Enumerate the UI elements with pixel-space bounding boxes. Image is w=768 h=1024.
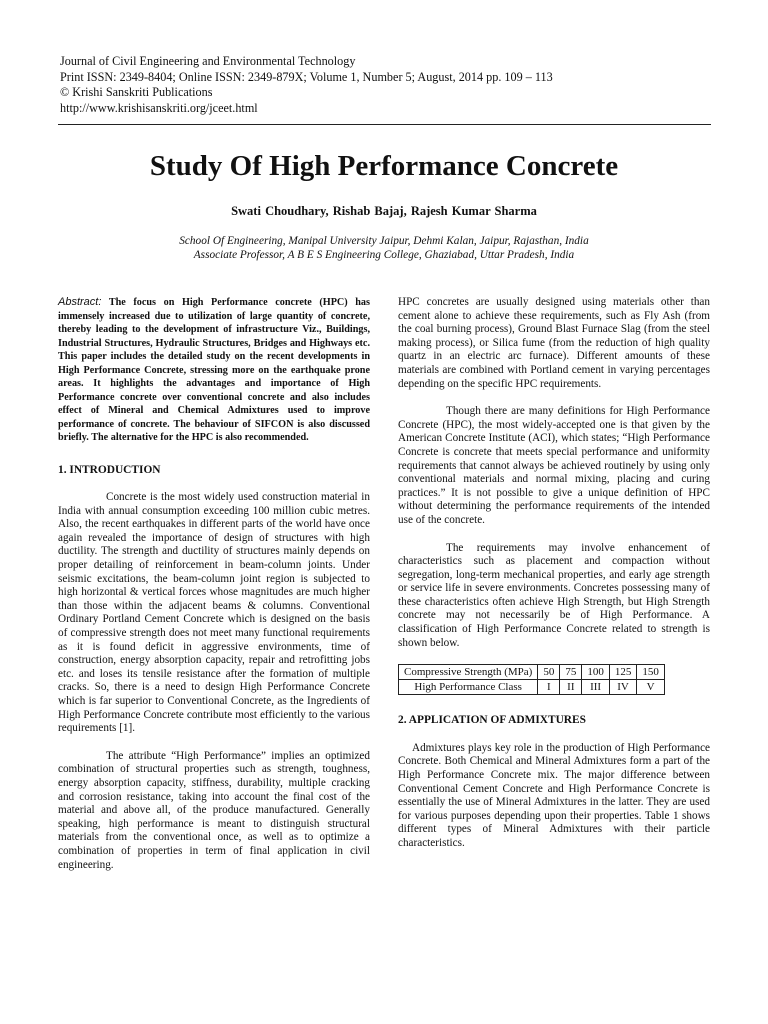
table-row xyxy=(399,680,665,695)
journal-url[interactable]: http://www.krishisanskriti.org/jceet.html xyxy=(60,100,258,115)
paper-title: Study Of High Performance Concrete xyxy=(149,150,619,182)
journal-header xyxy=(60,54,710,116)
left-column xyxy=(58,296,370,872)
table-cell: 75 xyxy=(560,665,582,680)
section-1-heading: 1. INTRODUCTION xyxy=(58,463,161,476)
intro-paragraph-4: Though there are many definitions for High Performance Concrete (HPC), the most widely-accepted one is that given by the American Concrete Institute (ACI), which states; “High Performance Concrete is concrete that meets special performance and uniformity requirements that cannot always be achieved routinely by using only conventional materials and normal mixing, placing and curing practices.” It is not possible to give a unique definition of HPC without determining the performance requirements of the intended use of the concrete. xyxy=(398,405,710,526)
intro-paragraph-2: The attribute “High Performance” implies an optimized combination of structural properties such as strength, toughness, energy absorption capacity, stiffness, durability, multiple cracking and corrosion resistance, taking into account the final cost of the material and above all, of the produce manufactured. Generally speaking, high performance is meant to distinguish structural materials from the conventional once, as well as to optimize a combination of properties in term of final application in civil engineering. xyxy=(58,749,370,871)
table-cell: II xyxy=(560,680,582,695)
table-cell: 150 xyxy=(637,665,665,680)
intro-paragraph-5: The requirements may involve enhancement of characteristics such as placement and compaction without segregation, long-term mechanical properties, and early age strength or service life in severe environments. Concretes possessing many of these characteristics often achieve High Strength, but High Strength concrete may not necessarily be of High Performance. A classification of High Performance Concrete related to strength is shown below. xyxy=(398,541,710,649)
abstract-text: The focus on High Performance concrete (HPC) has immensely increased due to utilization of large quantity of concrete, thereby leading to the development of infrastructure Viz., Buildings, Industrial Structures, Hydraulic Structures, Bridges and Highways etc. This paper includes the detailed study on the recent developments in High Performance Concrete, stressing more on the earthquake prone areas. It highlights the advantages and importance of High Performance concrete over conventional concrete and also includes effect of Mineral and Chemical Admixtures used to improve performance of concrete. The behaviour of SIFCON is also discussed briefly. The alternative for the HPC is also recommended. xyxy=(58,297,370,443)
journal-publisher: © Krishi Sanskriti Publications xyxy=(60,85,213,99)
section-2-heading: 2. APPLICATION OF ADMIXTURES xyxy=(398,714,586,727)
table-cell: 50 xyxy=(538,665,560,680)
table-row-label: High Performance Class xyxy=(399,680,538,695)
intro-paragraph-1: Concrete is the most widely used construction material in India with annual consumption exceeding 100 million cubic metres. Also, the recent earthquakes in different parts of the world have once again revealed the importance of design of structures with high ductility. The strength and ductility of structures mainly depends on proper detailing of reinforcement in beam-column joints. Under seismic excitations, the beam-column joint region is subjected to high horizontal & vertical forces whose magnitudes are much higher than those within the adjacent beams & columns. Conventional Ordinary Portland Cement Concrete which is designed on the basis of compressive strength does not meet many functional requirements as it is found deficit in aggressive environments, time of construction, energy absorption capacity, repair and retrofitting jobs etc. and loses its tensile resistance after the formation of multiple cracks. So, there is a need to design High Performance Concrete which is far superior to Conventional Concrete, as the Ingredients of High Performance Concrete contribute most efficiently to the various requirements [1]. xyxy=(58,491,370,735)
table-cell: IV xyxy=(609,680,637,695)
table-cell: V xyxy=(637,680,665,695)
affiliation-1: School Of Engineering, Manipal University Jaipur, Dehmi Kalan, Jaipur, Rajasthan, India xyxy=(179,235,589,247)
affiliation-2: Associate Professor, A B E S Engineering College, Ghaziabad, Uttar Pradesh, India xyxy=(193,249,575,261)
table-row-label: Compressive Strength (MPa) xyxy=(399,665,538,680)
table-cell: III xyxy=(582,680,610,695)
journal-issn: Print ISSN: 2349-8404; Online ISSN: 2349-879X; Volume 1, Number 5; August, 2014 pp. 109 – 113 xyxy=(60,69,553,84)
admixtures-paragraph-1: Admixtures plays key role in the production of High Performance Concrete. Both Chemical and Mineral Admixtures form a part of the High Performance Concrete mix. The major difference between Conventional Cement Concrete and High Performance Concrete is essentially the use of Mineral Admixtures in the latter. They are used for various purposes depending upon their properties. Table 1 shows different types of Mineral Admixtures with their particle characteristics. xyxy=(398,741,710,849)
abstract xyxy=(58,296,370,445)
table-cell: I xyxy=(538,680,560,695)
table-row xyxy=(399,665,665,680)
right-column xyxy=(398,296,710,851)
table-cell: 125 xyxy=(609,665,637,680)
paper-affiliations xyxy=(0,234,768,262)
table-cell: 100 xyxy=(582,665,610,680)
journal-name: Journal of Civil Engineering and Environmental Technology xyxy=(60,54,356,68)
paper-authors: Swati Choudhary, Rishab Bajaj, Rajesh Kumar Sharma xyxy=(231,204,537,218)
strength-class-table xyxy=(398,664,665,695)
header-divider xyxy=(58,124,711,125)
intro-paragraph-3: HPC concretes are usually designed using materials other than cement alone to achieve these requirements, such as Fly Ash (from the coal burning process), Ground Blast Furnace Slag (from the steel making process), or Silica fume (from the reduction of high quality quartz in an electric arc furnace). Different amounts of these materials are combined with Portland cement in varying percentages depending on the specific HPC requirements. xyxy=(398,296,710,390)
abstract-label: Abstract: xyxy=(58,296,102,308)
